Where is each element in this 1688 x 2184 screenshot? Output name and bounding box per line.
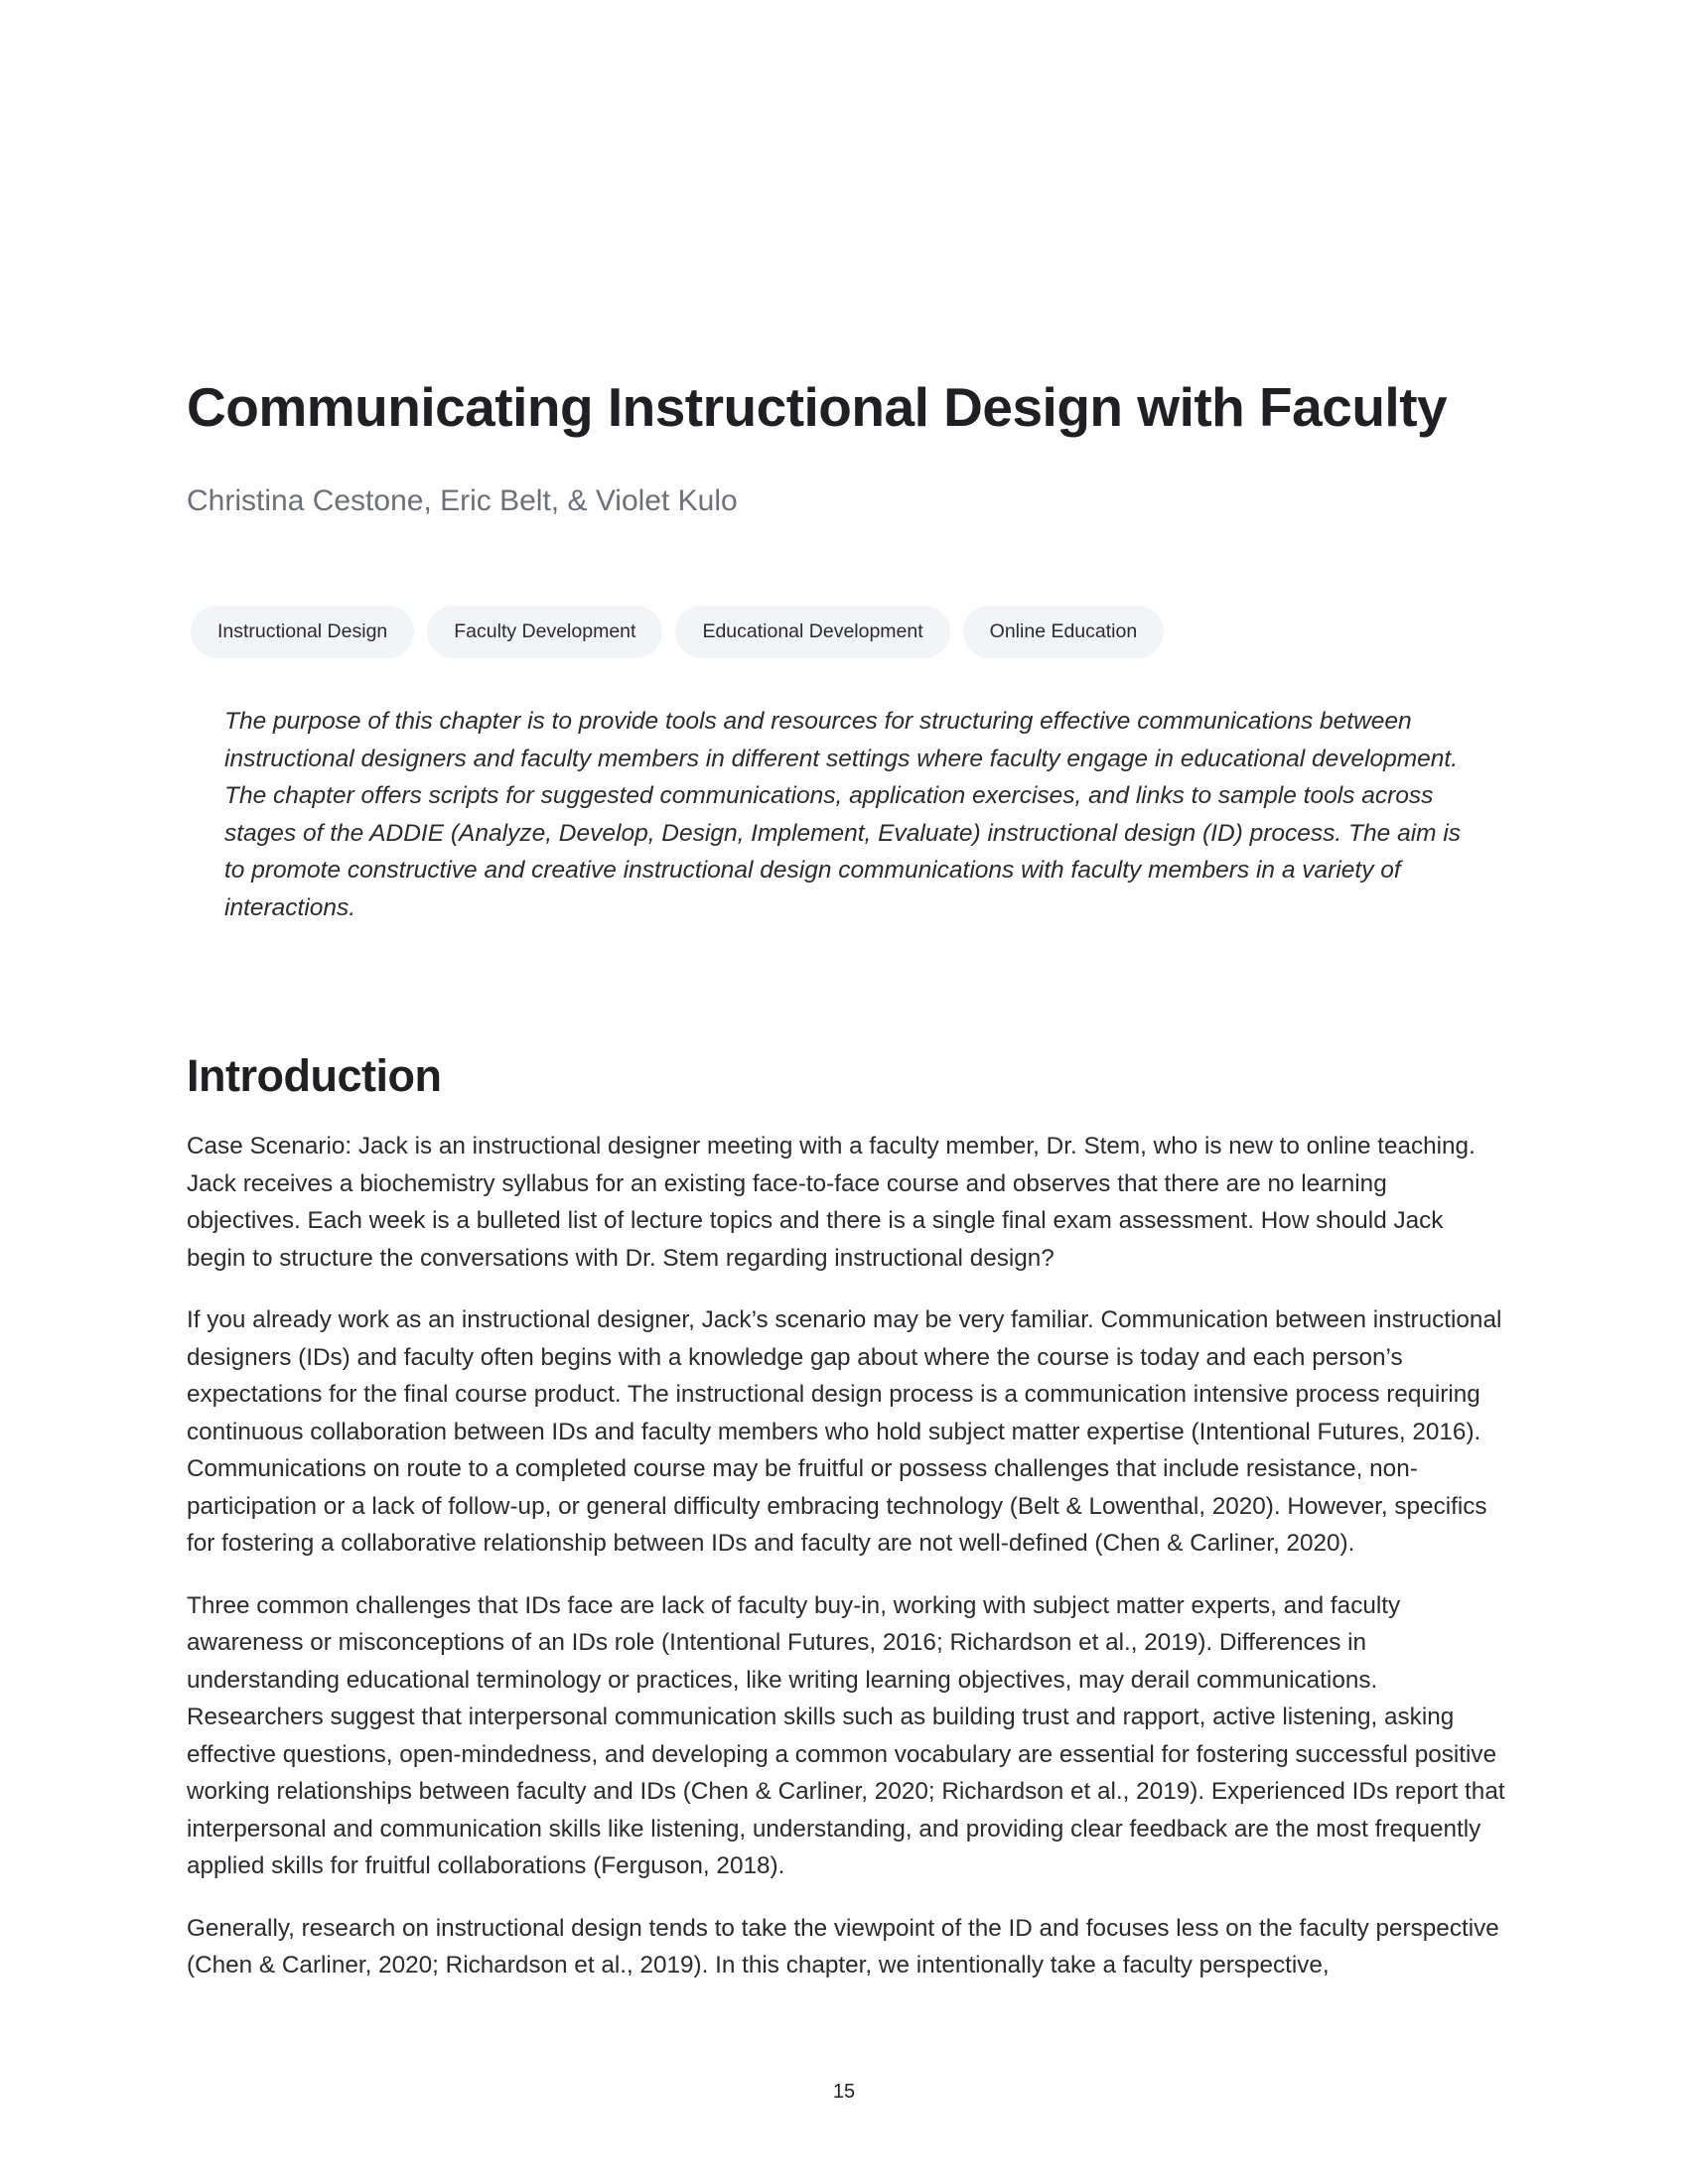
tag-online-education[interactable]: Online Education	[963, 606, 1165, 658]
chapter-abstract: The purpose of this chapter is to provide tools and resources for structuring effective communications between instructional designers and faculty members in different settings where faculty engage in educational development. The chapter offers scripts for suggested communications, application exercises, and links to sample tools across stages of the ADDIE (Analyze, Develop, Design, Implement, Evaluate) instructional design (ID) process. The aim is to promote constructive and creative instructional design communications with faculty members in a variety of interactions.	[224, 708, 1462, 921]
paragraph-case-scenario: Case Scenario: Jack is an instructional designer meeting with a faculty member, Dr. Stem, who is new to online teaching. Jack receives a biochemistry syllabus for an existing face-to-face course and observes that there are no learning objectives. Each week is a bulleted list of lecture topics and there is a single final exam assessment. How should Jack begin to structure the conversations with Dr. Stem regarding instructional design?	[187, 1133, 1476, 1272]
introduction-body	[187, 1128, 1507, 2009]
tag-faculty-development[interactable]: Faculty Development	[427, 606, 662, 658]
chapter-title: Communicating Instructional Design with Faculty	[187, 376, 1448, 438]
page-number: 15	[832, 2081, 856, 2103]
section-heading-introduction: Introduction	[187, 1050, 442, 1101]
chapter-authors: Christina Cestone, Eric Belt, & Violet Kulo	[187, 484, 738, 517]
paragraph-communication-gap: If you already work as an instructional designer, Jack’s scenario may be very familiar. Communication between instructional designers (IDs) and faculty often begins with a knowledge gap about where the course is today and each person’s expectations for the final course product. The instructional design process is a communication intensive process requiring continuous collaboration between IDs and faculty members who hold subject matter expertise (Intentional Futures, 2016). Communications on route to a completed course may be fruitful or possess challenges that include resistance, non-participation or a lack of follow-up, or general difficulty embracing technology (Belt & Lowenthal, 2020). However, specifics for fostering a collaborative relationship between IDs and faculty are not well-defined (Chen & Carliner, 2020).	[187, 1306, 1502, 1557]
paragraph-common-challenges: Three common challenges that IDs face are lack of faculty buy-in, working with subject matter experts, and faculty awareness or misconceptions of an IDs role (Intentional Futures, 2016; Richardson et al., 2019). Differences in understanding educational terminology or practices, like writing learning objectives, may derail communications. Researchers suggest that interpersonal communication skills such as building trust and rapport, active listening, asking effective questions, open-mindedness, and developing a common vocabulary are essential for fostering successful positive working relationships between faculty and IDs (Chen & Carliner, 2020; Richardson et al., 2019). Experienced IDs report that interpersonal and communication skills like listening, understanding, and providing clear feedback are the most frequently applied skills for fruitful collaborations (Ferguson, 2018).	[187, 1591, 1505, 1879]
paragraph-faculty-perspective: Generally, research on instructional design tends to take the viewpoint of the ID and focuses less on the faculty perspective (Chen & Carliner, 2020; Richardson et al., 2019). In this chapter, we intentionally take a faculty perspective,	[187, 1914, 1499, 1979]
keyword-tags	[191, 606, 1164, 658]
tag-educational-development[interactable]: Educational Development	[675, 606, 949, 658]
tag-instructional-design[interactable]: Instructional Design	[191, 606, 414, 658]
